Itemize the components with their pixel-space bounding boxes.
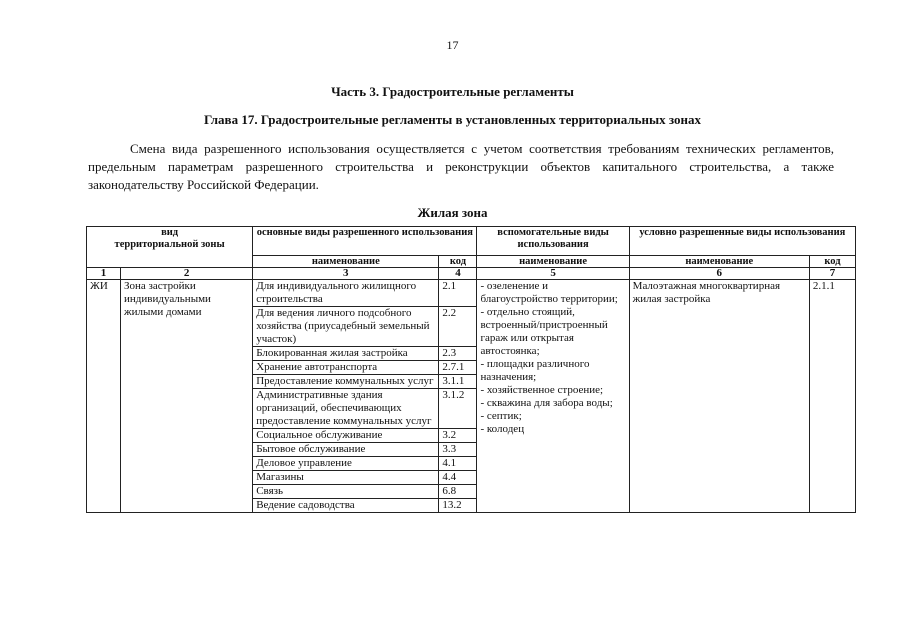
main-code-header: код [439,256,477,268]
main-use-code: 4.1 [439,457,477,471]
aux-name-header: наименование [477,256,629,268]
main-use-code: 13.2 [439,499,477,513]
main-use-name: Для индивидуального жилищного строительства [253,280,439,307]
main-use-name: Предоставление коммунальных услуг [253,375,439,389]
main-use-name: Для ведения личного подсобного хозяйства (приусадебный земельный участок) [253,307,439,347]
table-row [87,280,856,307]
main-use-name: Деловое управление [253,457,439,471]
main-use-name: Бытовое обслуживание [253,443,439,457]
zone-code: ЖИ [87,280,121,513]
aux-uses-header: вспомогательные виды использования [477,227,629,256]
zone-title: Жилая зона [417,205,488,220]
main-use-code: 2.7.1 [439,361,477,375]
aux-uses-list: - озеленение и благоустройство территории; - отдельно стоящий, встроенный/пристроенный гараж или открытая автостоянка; - площадки различного назначения; - хозяйственное строение; - скважина для забора воды; - септик; - колодец [477,280,629,513]
column-number: 2 [121,268,253,280]
main-use-code: 3.1.2 [439,389,477,429]
main-use-name: Блокированная жилая застройка [253,347,439,361]
header-row [87,227,856,256]
conditional-code-header: код [809,256,855,268]
main-uses-header: основные виды разрешенного использования [253,227,477,256]
main-use-code: 3.2 [439,429,477,443]
main-use-name: Связь [253,485,439,499]
column-number: 3 [253,268,439,280]
part-title: Часть 3. Градостроительные регламенты [331,84,574,99]
main-use-code: 3.1.1 [439,375,477,389]
column-number-row [87,268,856,280]
zone-name: Зона застройки индивидуальными жилыми домами [121,280,253,513]
chapter-title: Глава 17. Градостроительные регламенты в установленных территориальных зонах [203,112,702,127]
column-number: 6 [629,268,809,280]
conditional-use-code: 2.1.1 [809,280,855,513]
regulations-table [86,226,856,513]
column-number: 1 [87,268,121,280]
conditional-uses-header: условно разрешенные виды использования [629,227,855,256]
main-use-name: Административные здания организаций, обеспечивающих предоставление коммунальных услуг [253,389,439,429]
main-use-code: 2.1 [439,280,477,307]
main-use-code: 3.3 [439,443,477,457]
column-number: 7 [809,268,855,280]
main-use-name: Ведение садоводства [253,499,439,513]
main-use-code: 6.8 [439,485,477,499]
column-number: 4 [439,268,477,280]
main-use-code: 2.2 [439,307,477,347]
intro-paragraph: Смена вида разрешенного использования осуществляется с учетом соответствия требованиям технических регламентов, предельным параметрам разрешенного строительства и реконструкции объектов капитального строительства, а также законодательству Российской Федерации. [88,141,834,192]
page-number: 17 [446,38,459,52]
main-name-header: наименование [253,256,439,268]
conditional-name-header: наименование [629,256,809,268]
main-use-name: Социальное обслуживание [253,429,439,443]
main-use-name: Магазины [253,471,439,485]
main-use-name: Хранение автотранспорта [253,361,439,375]
conditional-use-name: Малоэтажная многоквартирная жилая застройка [629,280,809,513]
zone-type-header: вид территориальной зоны [87,227,253,268]
main-use-code: 2.3 [439,347,477,361]
main-use-code: 4.4 [439,471,477,485]
column-number: 5 [477,268,629,280]
